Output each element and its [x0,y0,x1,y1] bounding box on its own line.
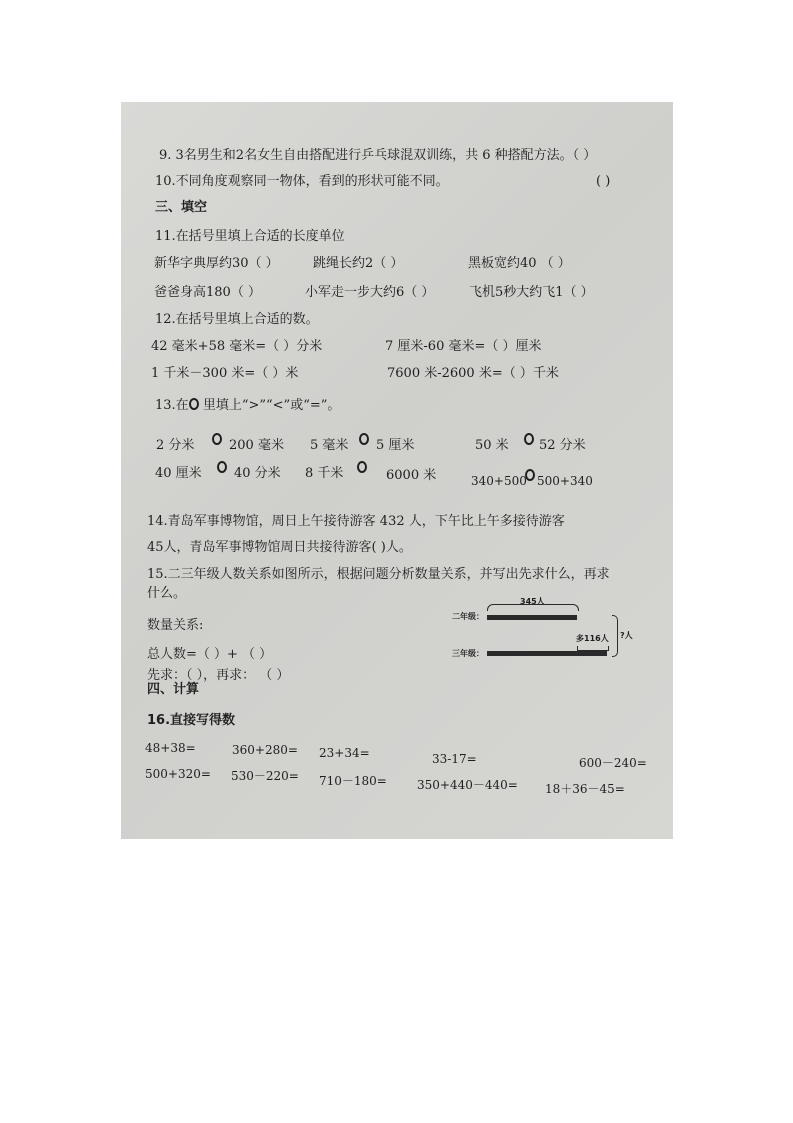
question-15-line1: 15.二三年级人数关系如图所示，根据问题分析数量关系，并写出先求什么，再求 [147,567,610,582]
question-9: 9. 3名男生和2名女生自由搭配进行乒乓球混双训练，共 6 种搭配方法。（ ） [159,148,597,163]
question-14-line1: 14.青岛军事博物馆，周日上午接待游客 432 人，下午比上午多接待游客 [147,514,565,529]
question-10: 10.不同角度观察同一物体，看到的形状可能不同。 [155,174,449,189]
q13-item: 8 千米 [305,466,344,481]
calc-item: 360+280= [232,743,298,757]
question-13-title [155,398,340,414]
q13-item: 2 分米 [156,438,195,453]
compare-circle-icon[interactable] [357,461,367,473]
q11-item: 黑板宽约40 （ ） [468,256,571,271]
compare-circle-icon[interactable] [217,461,227,473]
calc-item: 48+38= [145,741,196,755]
brace-total-label: 345人 [520,597,545,606]
grade3-label: 三年级： [452,649,484,658]
top-brace [487,604,579,611]
q11-item: 飞机5秒大约飞1（ ） [469,285,594,300]
question-11-title: 11.在括号里填上合适的长度单位 [155,229,345,244]
calc-item: 600－240= [579,756,647,770]
extra-bracket [577,646,609,651]
calc-item: 530－220= [231,769,299,783]
calc-item: 350+440－440= [417,778,518,792]
compare-circle-icon[interactable] [212,433,222,445]
grade3-bar [487,651,607,656]
q13-item: 40 分米 [234,466,281,481]
grade2-label: 二年级： [452,612,484,621]
q13-title-post: 里填上“>”“<”或“=”。 [198,398,341,413]
q13-item: 52 分米 [539,438,586,453]
section-calculation-title: 四、计算 [147,682,200,697]
q12-item: 1 千米－300 米=（ ）米 [151,366,299,381]
q12-item: 42 毫米+58 毫米=（ ）分米 [151,339,323,354]
q12-item: 7 厘米-60 毫米=（ ）厘米 [385,339,542,354]
calc-item: 18＋36－45= [545,782,625,796]
q11-item: 小军走一步大约6（ ） [305,285,435,300]
q13-item: 5 毫米 [310,438,349,453]
solve-first-then: 先求：（ ），再求： （ ） [147,668,290,683]
compare-circle-icon[interactable] [359,433,369,445]
q13-item: 5 厘米 [376,438,415,453]
grade-comparison-diagram [452,596,657,666]
calc-item: 33-17= [432,752,477,766]
q11-item: 爸爸身高180（ ） [154,285,261,300]
q13-item: 50 米 [475,438,509,453]
question-12-title: 12.在括号里填上合适的数。 [155,312,319,327]
calc-item: 710－180= [319,774,387,788]
right-brace [612,615,618,657]
compare-circle-icon [189,398,199,410]
grade2-bar [487,615,577,620]
worksheet-photo [121,102,673,839]
compare-circle-icon[interactable] [524,433,534,445]
calc-item: 23+34= [319,746,370,760]
calc-item: 500+320= [145,767,211,781]
section-fill-blank-title: 三、填空 [155,200,208,215]
question-16-title: 16.直接写得数 [147,713,236,728]
q13-item: 6000 米 [386,468,437,483]
q13-item: 40 厘米 [155,466,202,481]
quantity-relation-label: 数量关系: [147,618,204,633]
q13-title-pre: 13.在 [155,398,189,413]
q13-item: 200 毫米 [229,438,284,453]
q11-item: 新华字典厚约30（ ） [154,256,279,271]
question-15-line2: 什么。 [147,586,187,601]
extra-count-label: 多116人 [576,634,609,643]
question-14-line2: 45人，青岛军事博物馆周日共接待游客( )人。 [147,540,412,555]
q11-item: 跳绳长约2（ ） [313,256,404,271]
compare-circle-icon[interactable] [525,469,535,481]
q12-item: 7600 米-2600 米=（ ）千米 [387,366,559,381]
question-10-answer-paren: ( ) [596,174,611,189]
q13-item: 500+340 [537,474,593,488]
unknown-total-label: ?人 [620,631,633,640]
total-people-formula: 总人数=（ ）+ （ ） [147,647,273,662]
q13-item: 340+500 [471,474,527,488]
